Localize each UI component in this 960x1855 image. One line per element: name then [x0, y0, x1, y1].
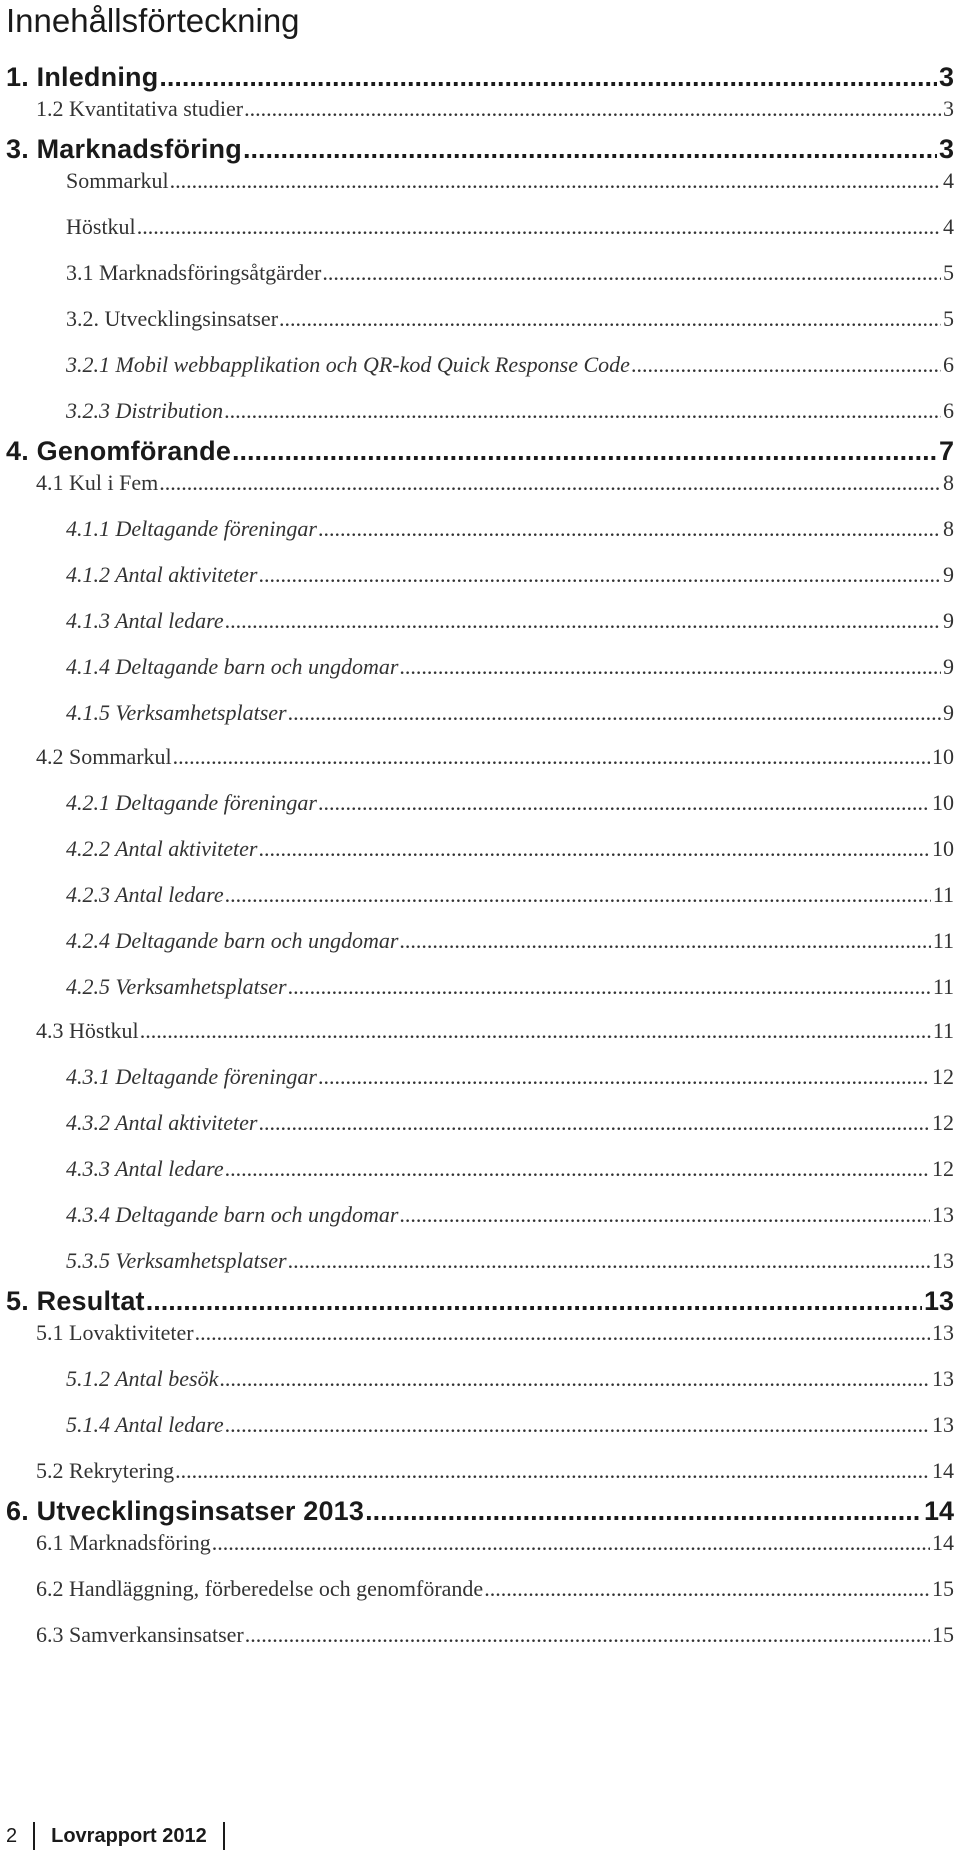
- toc-entry-subsection[interactable]: [66, 972, 954, 1002]
- toc-entry-section[interactable]: [36, 1456, 954, 1486]
- dot-leader: [173, 742, 930, 772]
- dot-leader: [318, 788, 930, 818]
- toc-entry-label: 1.2 Kvantitativa studier: [36, 96, 244, 121]
- toc-entry-page: 14: [932, 1458, 954, 1483]
- toc-entry-page: 4: [943, 214, 954, 239]
- dot-leader: [225, 1154, 930, 1184]
- dot-leader: [159, 60, 937, 94]
- toc-entry-section[interactable]: [66, 212, 954, 242]
- toc-entry-label: 5.2 Rekrytering: [36, 1458, 175, 1483]
- toc-entry-page: 6: [943, 398, 954, 423]
- dot-leader: [212, 1528, 930, 1558]
- toc-entry-label: 5.1.2 Antal besök: [66, 1366, 219, 1391]
- toc-entry-subsection[interactable]: [66, 880, 954, 910]
- dot-leader: [219, 1364, 930, 1394]
- toc-entry-label: 3.2.1 Mobil webbapplikation och QR-kod Quick Response Code: [66, 352, 630, 377]
- toc-entry-subsection[interactable]: [66, 1108, 954, 1138]
- toc-entry-subsection[interactable]: [66, 1062, 954, 1092]
- toc-entry-label: 4.1.5 Verksamhetsplatser: [66, 700, 287, 725]
- toc-entry-label: 5.3.5 Verksamhetsplatser: [66, 1248, 287, 1273]
- toc-entry-label: 4.3.4 Deltagande barn och ungdomar: [66, 1202, 399, 1227]
- toc-entry-label: 4.3.1 Deltagande föreningar: [66, 1064, 317, 1089]
- dot-leader: [484, 1574, 930, 1604]
- toc-entry-section[interactable]: [66, 166, 954, 196]
- toc-entry-chapter[interactable]: [6, 60, 954, 94]
- toc-entry-section[interactable]: [36, 1528, 954, 1558]
- dot-leader: [159, 468, 941, 498]
- toc-entry-page: 9: [943, 654, 954, 679]
- toc-entry-page: 14: [932, 1530, 954, 1555]
- toc-entry-page: 9: [943, 608, 954, 633]
- toc-entry-chapter[interactable]: [6, 434, 954, 468]
- dot-leader: [399, 1200, 930, 1230]
- dot-leader: [140, 1016, 931, 1046]
- dot-leader: [399, 652, 941, 682]
- toc-entry-page: 12: [932, 1110, 954, 1135]
- dot-leader: [258, 834, 930, 864]
- dot-leader: [245, 1620, 930, 1650]
- dot-leader: [243, 132, 937, 166]
- dot-leader: [224, 396, 941, 426]
- toc-entry-chapter[interactable]: [6, 1284, 954, 1318]
- toc-entry-section[interactable]: [36, 1318, 954, 1348]
- toc-entry-page: 8: [943, 516, 954, 541]
- toc-entry-page: 13: [923, 1286, 954, 1316]
- toc-entry-subsection[interactable]: [66, 834, 954, 864]
- toc-entry-subsection[interactable]: [66, 1200, 954, 1230]
- toc-entry-label: 4.1.4 Deltagande barn och ungdomar: [66, 654, 399, 679]
- toc-entry-page: 13: [932, 1320, 954, 1345]
- toc-entry-subsection[interactable]: [66, 1154, 954, 1184]
- footer-divider: [223, 1822, 225, 1850]
- dot-leader: [399, 926, 930, 956]
- toc-entry-section[interactable]: [36, 1620, 954, 1650]
- toc-entry-label: 4.3.3 Antal ledare: [66, 1156, 224, 1181]
- toc-entry-page: 9: [943, 700, 954, 725]
- toc-entry-page: 13: [932, 1412, 954, 1437]
- dot-leader: [258, 560, 941, 590]
- toc-entry-section[interactable]: [66, 304, 954, 334]
- toc-entry-page: 11: [932, 974, 954, 999]
- toc-entry-chapter[interactable]: [6, 1494, 954, 1528]
- toc-entry-page: 12: [932, 1064, 954, 1089]
- toc-entry-label: 4.2.3 Antal ledare: [66, 882, 224, 907]
- dot-leader: [146, 1284, 922, 1318]
- toc-entry-subsection[interactable]: [66, 1364, 954, 1394]
- toc-entry-page: 8: [943, 470, 954, 495]
- dot-leader: [631, 350, 941, 380]
- toc-entry-subsection[interactable]: [66, 698, 954, 728]
- toc-entry-label: 4.2.5 Verksamhetsplatser: [66, 974, 287, 999]
- toc-entry-label: 6.2 Handläggning, förberedelse och genomförande: [36, 1576, 484, 1601]
- toc-entry-page: 10: [932, 790, 954, 815]
- toc-entry-label: 5.1 Lovaktiviteter: [36, 1320, 194, 1345]
- toc-entry-page: 4: [943, 168, 954, 193]
- toc-entry-page: 10: [932, 836, 954, 861]
- toc-entry-label: 4.3 Höstkul: [36, 1018, 139, 1043]
- toc-entry-section[interactable]: [36, 1574, 954, 1604]
- toc-entry-section[interactable]: [36, 742, 954, 772]
- toc-entry-label: 1. Inledning: [6, 62, 159, 92]
- toc-entry-page: 6: [943, 352, 954, 377]
- dot-leader: [318, 1062, 930, 1092]
- toc-entry-subsection[interactable]: [66, 1410, 954, 1440]
- toc-entry-page: 12: [932, 1156, 954, 1181]
- toc-entry-label: 3. Marknadsföring: [6, 134, 242, 164]
- toc-entry-page: 15: [932, 1576, 954, 1601]
- toc-entry-label: 4.1.2 Antal aktiviteter: [66, 562, 258, 587]
- dot-leader: [288, 972, 931, 1002]
- dot-leader: [225, 880, 931, 910]
- dot-leader: [244, 94, 941, 124]
- dot-leader: [225, 606, 941, 636]
- toc-heading: Innehållsförteckning: [6, 2, 300, 39]
- dot-leader: [258, 1108, 930, 1138]
- toc-entry-page: 11: [932, 882, 954, 907]
- toc-entry-label: 4.2.1 Deltagande föreningar: [66, 790, 317, 815]
- footer-page-number: 2: [6, 1824, 18, 1847]
- toc-entry-label: Höstkul: [66, 214, 136, 239]
- toc-entry-section[interactable]: [36, 94, 954, 124]
- toc-entry-label: 6. Utvecklingsinsatser 2013: [6, 1496, 365, 1526]
- dot-leader: [288, 1246, 930, 1276]
- toc-entry-subsection[interactable]: [66, 1246, 954, 1276]
- toc-entry-label: Sommarkul: [66, 168, 169, 193]
- dot-leader: [137, 212, 941, 242]
- dot-leader: [170, 166, 941, 196]
- toc-entry-label: 4.2.4 Deltagande barn och ungdomar: [66, 928, 399, 953]
- toc-entry-page: 14: [923, 1496, 954, 1526]
- toc-entry-label: 5.1.4 Antal ledare: [66, 1412, 224, 1437]
- toc-entry-page: 13: [932, 1248, 954, 1273]
- toc-entry-label: 6.3 Samverkansinsatser: [36, 1622, 244, 1647]
- toc-entry-label: 4.3.2 Antal aktiviteter: [66, 1110, 258, 1135]
- toc-entry-page: 5: [943, 306, 954, 331]
- toc-entry-page: 13: [932, 1202, 954, 1227]
- dot-leader: [175, 1456, 930, 1486]
- toc-entry-label: 4.2.2 Antal aktiviteter: [66, 836, 258, 861]
- dot-leader: [318, 514, 941, 544]
- toc-entry-page: 11: [932, 1018, 954, 1043]
- toc-entry-label: 4.1.3 Antal ledare: [66, 608, 224, 633]
- toc-entry-label: 3.1 Marknadsföringsåtgärder: [66, 260, 322, 285]
- toc-entry-subsection[interactable]: [66, 606, 954, 636]
- toc-entry-label: 4.1.1 Deltagande föreningar: [66, 516, 317, 541]
- toc-entry-page: 11: [932, 928, 954, 953]
- footer-title: Lovrapport 2012: [51, 1824, 207, 1847]
- toc-entry-label: 6.1 Marknadsföring: [36, 1530, 211, 1555]
- page-footer: [6, 1820, 241, 1852]
- toc-entry-label: 4. Genomförande: [6, 436, 232, 466]
- toc-entry-page: 13: [932, 1366, 954, 1391]
- toc-entry-label: 3.2. Utvecklingsinsatser: [66, 306, 279, 331]
- toc-entry-subsection[interactable]: [66, 396, 954, 426]
- toc-entry-section[interactable]: [36, 1016, 954, 1046]
- dot-leader: [225, 1410, 930, 1440]
- toc-entry-subsection[interactable]: [66, 350, 954, 380]
- toc-entry-subsection[interactable]: [66, 788, 954, 818]
- dot-leader: [365, 1494, 922, 1528]
- toc-entry-page: 9: [943, 562, 954, 587]
- toc-entry-section[interactable]: [36, 468, 954, 498]
- toc-entry-page: 5: [943, 260, 954, 285]
- toc-entry-subsection[interactable]: [66, 514, 954, 544]
- toc-entry-subsection[interactable]: [66, 560, 954, 590]
- toc-entry-page: 3: [938, 134, 954, 164]
- dot-leader: [322, 258, 941, 288]
- toc-entry-page: 3: [938, 62, 954, 92]
- toc-entry-label: 5. Resultat: [6, 1286, 145, 1316]
- toc-entry-subsection[interactable]: [66, 652, 954, 682]
- toc-entry-page: 15: [932, 1622, 954, 1647]
- dot-leader: [195, 1318, 930, 1348]
- toc-entry-label: 4.1 Kul i Fem: [36, 470, 159, 495]
- toc-entry-label: 4.2 Sommarkul: [36, 744, 172, 769]
- toc-entry-chapter[interactable]: [6, 132, 954, 166]
- toc-entry-page: 3: [943, 96, 954, 121]
- toc-entry-page: 10: [932, 744, 954, 769]
- footer-divider: [33, 1822, 35, 1850]
- toc-entry-page: 7: [938, 436, 954, 466]
- dot-leader: [232, 434, 937, 468]
- toc-entry-section[interactable]: [66, 258, 954, 288]
- dot-leader: [288, 698, 941, 728]
- dot-leader: [279, 304, 941, 334]
- toc-entry-label: 3.2.3 Distribution: [66, 398, 224, 423]
- toc-entry-subsection[interactable]: [66, 926, 954, 956]
